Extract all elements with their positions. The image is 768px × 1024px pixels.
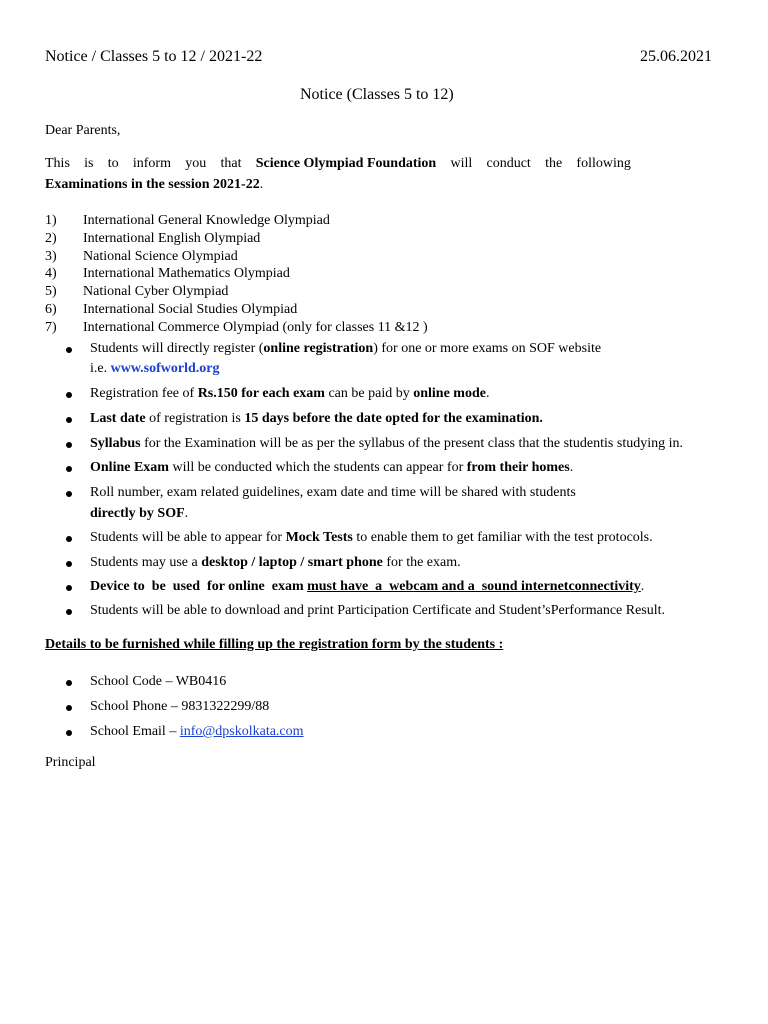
school-phone: School Phone – 9831322299/88 bbox=[90, 699, 270, 714]
intro-word: conduct bbox=[486, 156, 531, 171]
notice-title: Notice (Classes 5 to 12) bbox=[300, 86, 454, 103]
intro-word: is bbox=[84, 156, 94, 171]
exam-item: 6) International Social Studies Olympiad bbox=[45, 301, 298, 317]
bullet-dot bbox=[66, 609, 72, 615]
sofworld-link[interactable]: www.sofworld.org bbox=[110, 361, 220, 376]
intro-word: to bbox=[107, 156, 119, 171]
exam-list bbox=[45, 212, 428, 337]
intro-line-1 bbox=[45, 156, 631, 172]
signoff: Principal bbox=[45, 755, 96, 770]
bullet-dot bbox=[66, 730, 72, 736]
bullet-dot bbox=[66, 491, 72, 497]
bullet-dot bbox=[66, 680, 72, 686]
bullet-mock-tests: Students will be able to appear for Mock Tests to enable them to get familiar with the test protocols. bbox=[90, 530, 653, 545]
exam-item: 4) International Mathematics Olympiad bbox=[45, 266, 290, 282]
header-date: 25.06.2021 bbox=[640, 48, 712, 65]
bullet-dot bbox=[66, 347, 72, 353]
exam-item: 3) National Science Olympiad bbox=[45, 248, 238, 264]
intro-word: that bbox=[220, 156, 242, 171]
bullet-dot bbox=[66, 705, 72, 711]
bullet-fee: Registration fee of Rs.150 for each exam can be paid by online mode. bbox=[90, 386, 490, 401]
exam-item: 5) National Cyber Olympiad bbox=[45, 284, 229, 300]
bullet-syllabus: Syllabus for the Examination will be as per the syllabus of the present class that the studentis studying in. bbox=[90, 436, 683, 451]
bullet-devices: Students may use a desktop / laptop / smart phone for the exam. bbox=[90, 555, 461, 570]
bullet-online-exam: Online Exam will be conducted which the students can appear for from their homes. bbox=[90, 460, 574, 475]
bullet-registration: Students will directly register (online registration) for one or more exams on SOF website bbox=[90, 341, 602, 356]
school-email: School Email – info@dpskolkata.com bbox=[90, 724, 304, 739]
intro-line-2: Examinations in the session 2021-22. bbox=[45, 177, 264, 192]
exam-item: 1) International General Knowledge Olympiad bbox=[45, 213, 330, 228]
exam-item: 7) International Commerce Olympiad (only for classes 11 &12 ) bbox=[45, 319, 428, 335]
intro-word: This bbox=[45, 156, 70, 171]
bullet-registration-website: i.e. www.sofworld.org bbox=[90, 361, 220, 376]
bullet-dot bbox=[66, 392, 72, 398]
details-heading: Details to be furnished while filling up the registration form by the students : bbox=[45, 637, 504, 652]
intro-org: Science Olympiad Foundation bbox=[255, 156, 437, 171]
bullet-certificate: Students will be able to download and print Participation Certificate and Student’sPerformance Result. bbox=[90, 603, 666, 618]
school-email-link[interactable]: info@dpskolkata.com bbox=[179, 724, 304, 739]
bullet-dot bbox=[66, 585, 72, 591]
bullet-roll-number: Roll number, exam related guidelines, exam date and time will be shared with students bbox=[90, 485, 576, 500]
header-reference: Notice / Classes 5 to 12 / 2021-22 bbox=[45, 48, 263, 65]
salutation: Dear Parents, bbox=[45, 123, 121, 138]
intro-word: inform bbox=[132, 156, 171, 171]
exam-item: 2) International English Olympiad bbox=[45, 230, 261, 246]
intro-word: you bbox=[185, 156, 207, 171]
intro-session: Examinations in the session 2021-22 bbox=[45, 177, 260, 192]
intro-word: the bbox=[545, 156, 563, 171]
bullet-dot bbox=[66, 417, 72, 423]
bullet-dot bbox=[66, 561, 72, 567]
bullet-device-requirements: Device to be used for online exam must have a webcam and a sound internetconnectivity. bbox=[90, 579, 645, 594]
bullet-dot bbox=[66, 442, 72, 448]
intro-word: will bbox=[450, 156, 473, 171]
bullet-roll-number-cont: directly by SOF. bbox=[90, 506, 189, 521]
bullet-dot bbox=[66, 466, 72, 472]
intro-word: following bbox=[576, 156, 631, 171]
school-code: School Code – WB0416 bbox=[90, 674, 227, 689]
bullet-dot bbox=[66, 536, 72, 542]
bullet-last-date: Last date of registration is 15 days before the date opted for the examination. bbox=[90, 411, 543, 426]
